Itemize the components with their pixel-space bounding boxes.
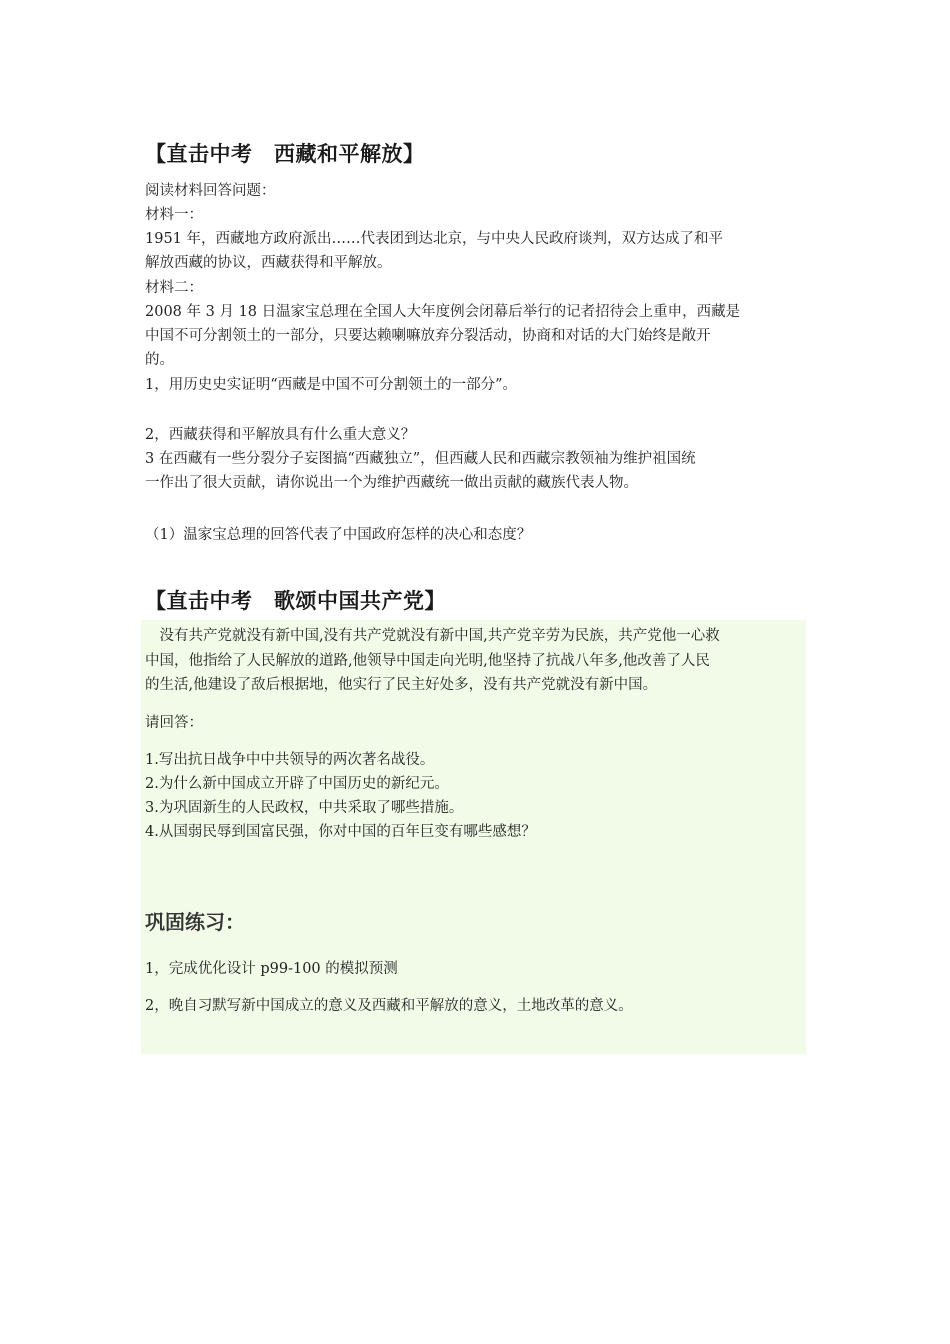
- text-line: 阅读材料回答问题：: [145, 183, 276, 199]
- text-line: 中国不可分割领土的一部分，只要达赖喇嘛放弃分裂活动，协商和对话的大门始终是敞开: [145, 328, 711, 344]
- question-line: 3.为巩固新生的人民政权，中共采取了哪些措施。: [145, 800, 464, 816]
- text-line: 1951 年，西藏地方政府派出……代表团到达北京，与中央人民政府谈判，双方达成了和平: [145, 231, 724, 247]
- text-line: 材料一：: [145, 207, 203, 223]
- question-line: 一作出了很大贡献，请你说出一个为维护西藏统一做出贡献的藏族代表人物。: [145, 475, 638, 491]
- question-line: 4.从国弱民辱到国富民强，你对中国的百年巨变有哪些感想？: [145, 824, 536, 840]
- text-line: 2008 年 3 月 18 日温家宝总理在全国人大年度例会闭幕后举行的记者招待会上重申，西藏是: [145, 304, 741, 320]
- passage-line: 没有共产党就没有新中国,没有共产党就没有新中国,共产党辛劳为民族，共产党他一心救: [145, 628, 720, 644]
- question-line: 3 在西藏有一些分裂分子妄图搞“西藏独立”，但西藏人民和西藏宗教领袖为维护祖国统: [145, 451, 696, 467]
- text-line: 解放西藏的协议，西藏获得和平解放。: [145, 255, 392, 271]
- question-line: 2，西藏获得和平解放具有什么重大意义？: [145, 427, 416, 443]
- practice-item: 1，完成优化设计 p99-100 的模拟预测: [145, 961, 398, 977]
- section-title-practice: 巩固练习：: [145, 910, 245, 934]
- text-line: 的。: [145, 352, 174, 368]
- question-line: 1.写出抗日战争中中共领导的两次著名战役。: [145, 752, 435, 768]
- section-title-communist-party: 【直击中考 歌颂中国共产党】: [145, 589, 446, 613]
- practice-item: 2，晚自习默写新中国成立的意义及西藏和平解放的意义，土地改革的意义。: [145, 998, 633, 1014]
- passage-line: 的生活,他建设了敌后根据地，他实行了民主好处多，没有共产党就没有新中国。: [145, 677, 658, 693]
- question-line: 1，用历史史实证明“西藏是中国不可分割领土的一部分”。: [145, 377, 518, 393]
- passage-line: 中国，他指给了人民解放的道路,他领导中国走向光明,他坚持了抗战八年多,他改善了人民: [145, 653, 710, 669]
- section-title-tibet: 【直击中考 西藏和平解放】: [145, 142, 425, 166]
- answer-prompt: 请回答：: [145, 715, 203, 731]
- question-line: 2.为什么新中国成立开辟了中国历史的新纪元。: [145, 776, 449, 792]
- question-line: （1）温家宝总理的回答代表了中国政府怎样的决心和态度？: [145, 527, 532, 543]
- text-line: 材料二：: [145, 280, 203, 296]
